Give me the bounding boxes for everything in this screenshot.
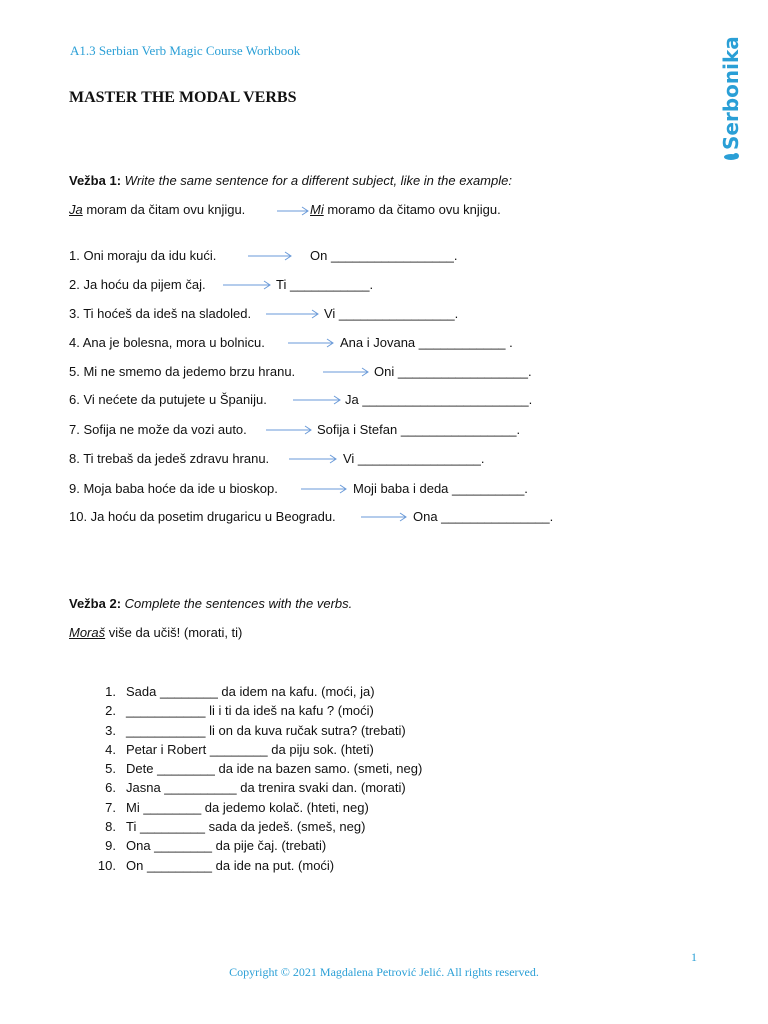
exercise2-item-number: 6. xyxy=(105,780,116,796)
brand-name: Serbonika xyxy=(719,36,743,150)
serbonika-logo-icon xyxy=(724,154,738,160)
exercise2-item xyxy=(92,682,422,701)
exercise2-example xyxy=(69,625,242,640)
workbook-title: A1.3 Serbian Verb Magic Course Workbook xyxy=(70,43,301,58)
exercise1-sentence: 9. Moja baba hoće da ide u bioskop. xyxy=(69,481,278,496)
exercise2-item-number: 9. xyxy=(105,838,116,854)
brand-logo xyxy=(716,36,746,160)
exercise2-item-text[interactable]: Sada ________ da idem na kafu. (moći, ja) xyxy=(126,684,375,699)
exercise2-item-text[interactable]: ___________ li on da kuva ručak sutra? (trebati) xyxy=(126,722,406,738)
exercise2-item-number: 4. xyxy=(105,741,116,757)
exercise1-instruction: Write the same sentence for a different subject, like in the example: xyxy=(124,173,512,188)
exercise2-item-text[interactable]: Ti _________ sada da jedeš. (smeš, neg) xyxy=(126,819,366,835)
arrow-icon xyxy=(322,367,370,377)
exercise2-example-answer: Moraš xyxy=(69,625,106,640)
exercise1-answer-blank[interactable]: Oni __________________. xyxy=(374,364,532,379)
exercise2-item xyxy=(92,759,422,778)
exercise2-item xyxy=(92,856,422,875)
exercise1-sentence: 4. Ana je bolesna, mora u bolnicu. xyxy=(69,335,265,350)
exercise2-item xyxy=(92,836,422,855)
exercise2-item xyxy=(92,740,422,759)
exercise2-item-text[interactable]: Ona ________ da pije čaj. (trebati) xyxy=(126,838,327,854)
exercise2-item-text[interactable]: ___________ li i ti da ideš na kafu ? (moći) xyxy=(126,703,374,719)
exercise2-item-number: 8. xyxy=(105,819,116,835)
exercise2-list xyxy=(92,682,422,875)
exercise1-example-left xyxy=(69,202,245,217)
exercise1-answer-blank[interactable]: Ona _______________. xyxy=(413,509,554,524)
exercise1-sentence: 7. Sofija ne može da vozi auto. xyxy=(69,422,247,437)
example-left-rest: moram da čitam ovu knjigu. xyxy=(82,202,246,217)
arrow-icon xyxy=(276,206,310,216)
exercise1-answer-blank[interactable]: On _________________. xyxy=(310,248,458,263)
example-left-subject: Ja xyxy=(69,202,83,217)
exercise2-item-number: 10. xyxy=(97,857,116,873)
exercise1-sentence: 10. Ja hoću da posetim drugaricu u Beogradu. xyxy=(69,509,336,524)
arrow-icon xyxy=(265,309,320,319)
exercise2-item-number: 1. xyxy=(105,684,116,699)
arrow-icon xyxy=(300,484,348,494)
exercise1-sentence: 2. Ja hoću da pijem čaj. xyxy=(69,277,206,292)
arrow-icon xyxy=(222,280,272,290)
copyright-footer: Copyright © 2021 Magdalena Petrović Jelić. All rights reserved. xyxy=(229,965,539,979)
arrow-icon xyxy=(292,395,342,405)
exercise2-item-number: 3. xyxy=(105,722,116,738)
exercise2-instruction: Complete the sentences with the verbs. xyxy=(124,596,353,611)
page-number: 1 xyxy=(691,950,697,964)
exercise2-item xyxy=(92,798,422,817)
arrow-icon xyxy=(247,251,293,261)
exercise1-example-right xyxy=(310,202,501,217)
arrow-icon xyxy=(287,338,335,348)
arrow-icon xyxy=(265,425,313,435)
exercise2-item xyxy=(92,778,422,797)
exercise1-answer-blank[interactable]: Vi _________________. xyxy=(343,451,485,466)
exercise2-item-text[interactable]: Dete ________ da ide na bazen samo. (smeti, neg) xyxy=(126,761,423,777)
example-right-rest: moramo da čitamo ovu knjigu. xyxy=(323,202,501,217)
exercise2-item xyxy=(92,817,422,836)
exercise1-answer-blank[interactable]: Vi ________________. xyxy=(324,306,459,321)
arrow-icon xyxy=(360,512,408,522)
exercise1-sentence: 8. Ti trebaš da jedeš zdravu hranu. xyxy=(69,451,270,466)
exercise2-item-number: 2. xyxy=(105,703,116,719)
exercise1-heading xyxy=(69,173,512,188)
exercise1-label: Vežba 1: xyxy=(69,173,122,188)
exercise2-label: Vežba 2: xyxy=(69,596,122,611)
exercise1-answer-blank[interactable]: Sofija i Stefan ________________. xyxy=(317,422,521,437)
exercise1-sentence: 1. Oni moraju da idu kući. xyxy=(69,248,217,263)
exercise1-answer-blank[interactable]: Ana i Jovana ____________ . xyxy=(340,335,513,350)
exercise2-item-text[interactable]: On _________ da ide na put. (moći) xyxy=(126,857,335,873)
page-title: MASTER THE MODAL VERBS xyxy=(69,89,297,106)
exercise1-sentence: 6. Vi nećete da putujete u Španiju. xyxy=(69,392,267,407)
exercise2-item xyxy=(92,701,422,720)
exercise2-item-text[interactable]: Petar i Robert ________ da piju sok. (hteti) xyxy=(126,741,374,757)
exercise1-sentence: 3. Ti hoćeš da ideš na sladoled. xyxy=(69,306,252,321)
exercise2-item-text[interactable]: Mi ________ da jedemo kolač. (hteti, neg) xyxy=(126,799,369,815)
exercise2-item-number: 7. xyxy=(105,799,116,815)
exercise2-item-number: 5. xyxy=(105,761,116,777)
exercise2-example-rest: više da učiš! (morati, ti) xyxy=(105,625,243,640)
arrow-icon xyxy=(288,454,338,464)
exercise1-sentence: 5. Mi ne smemo da jedemo brzu hranu. xyxy=(69,364,296,379)
exercise1-answer-blank[interactable]: Moji baba i deda __________. xyxy=(353,481,528,496)
exercise2-item-text[interactable]: Jasna __________ da trenira svaki dan. (morati) xyxy=(126,780,406,796)
exercise1-answer-blank[interactable]: Ti ___________. xyxy=(276,277,374,292)
example-right-subject: Mi xyxy=(310,202,324,217)
exercise2-item xyxy=(92,721,422,740)
exercise1-answer-blank[interactable]: Ja _______________________. xyxy=(345,392,533,407)
exercise2-heading xyxy=(69,596,352,611)
